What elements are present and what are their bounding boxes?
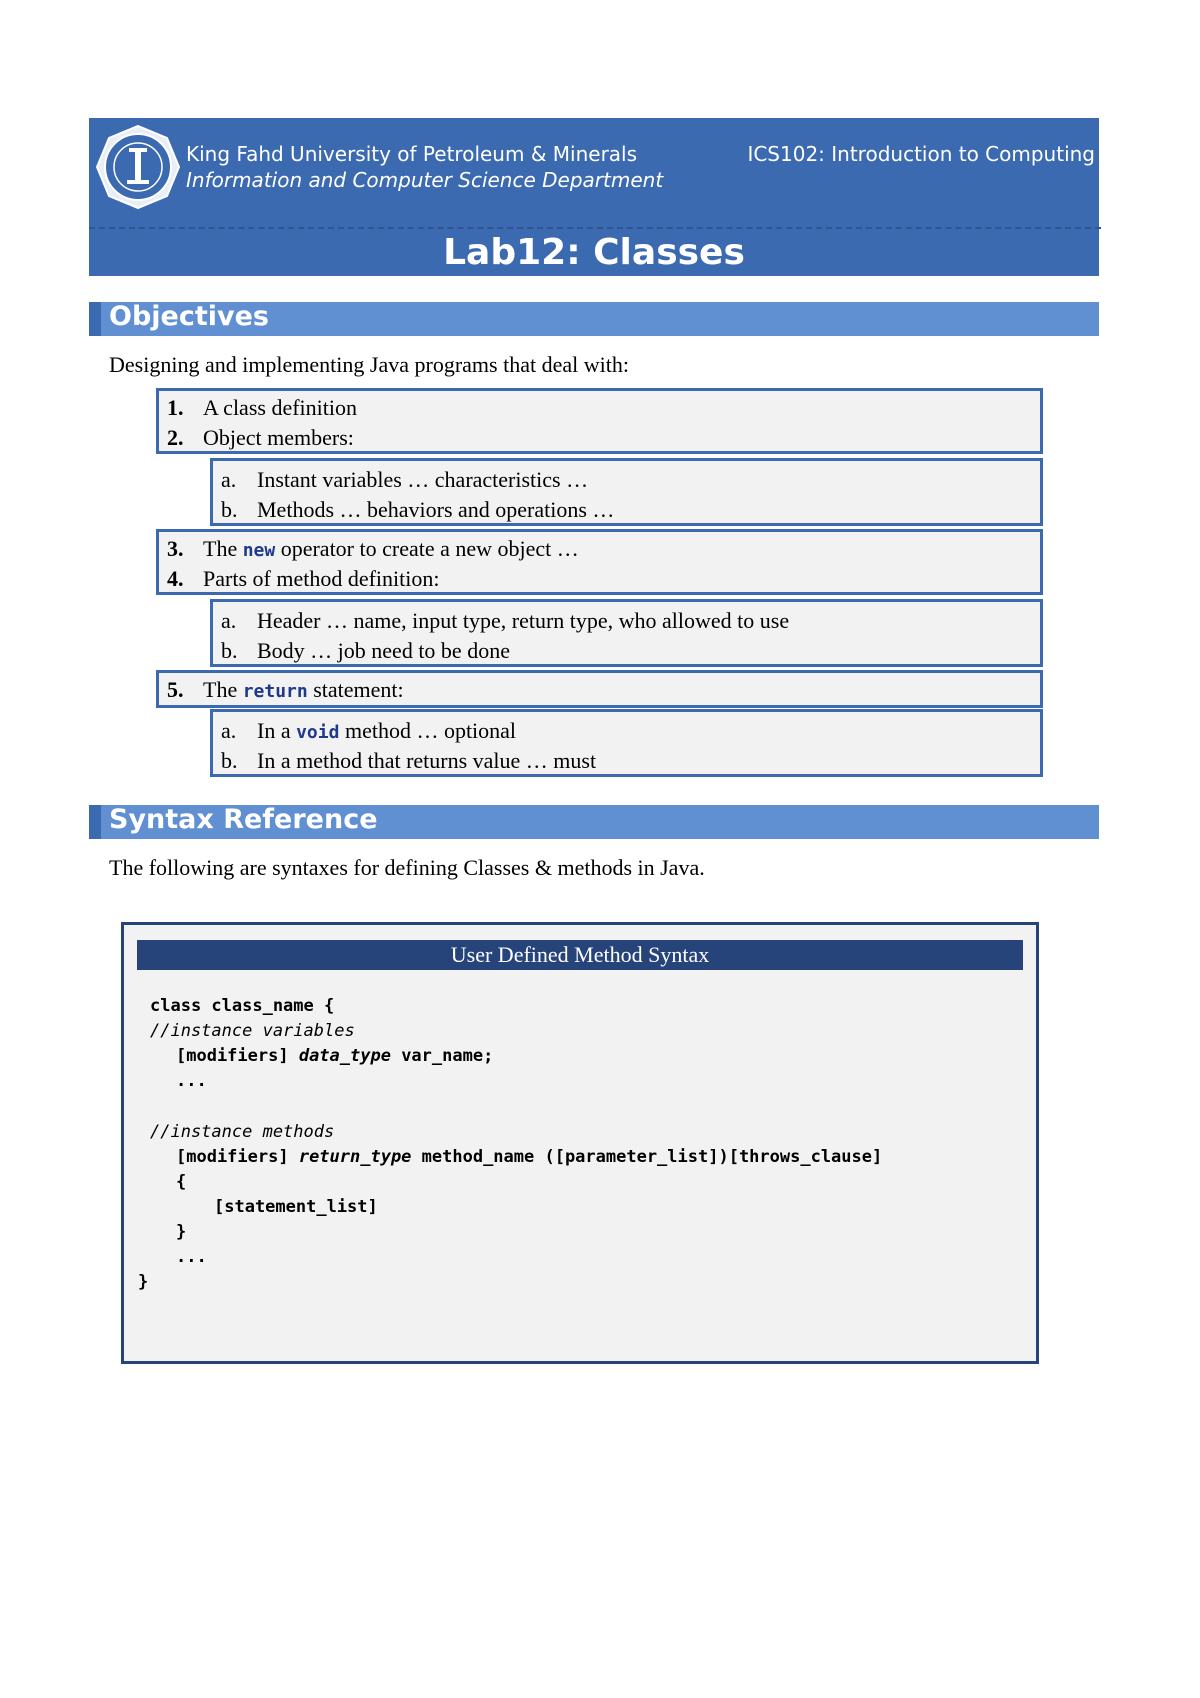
objectives-intro: Designing and implementing Java programs that deal with:	[109, 352, 629, 377]
objectives-box-3	[156, 670, 1043, 708]
code-line: ...	[176, 1071, 207, 1091]
course-name: ICS102: Introduction to Computing	[747, 142, 1095, 166]
code-line: [modifiers] data_type var_name;	[176, 1046, 494, 1066]
list-item: b. Methods … behaviors and operations …	[221, 497, 615, 522]
objectives-box-1	[156, 388, 1043, 454]
java-keyword: return	[242, 681, 308, 702]
list-item: a. In a void method … optional	[221, 718, 517, 743]
code-line: {	[176, 1172, 187, 1192]
university-seal-logo	[95, 124, 181, 210]
java-keyword: void	[296, 722, 340, 743]
java-keyword: new	[242, 540, 276, 561]
list-item: 3. The new operator to create a new object …	[167, 536, 579, 561]
objectives-heading: Objectives	[109, 301, 269, 332]
list-item: a. Header … name, input type, return type, who allowed to use	[221, 608, 790, 633]
page-title: Lab12: Classes	[443, 232, 745, 273]
objectives-subbox-3	[210, 709, 1043, 777]
department-name: Information and Computer Science Department	[186, 168, 664, 192]
syntax-code-box	[121, 922, 1039, 1364]
syntax-box-title: User Defined Method Syntax	[137, 940, 1023, 970]
objectives-subbox-1	[210, 458, 1043, 526]
header-divider	[89, 227, 1101, 229]
objectives-subbox-2	[210, 599, 1043, 667]
syntax-heading-bar	[89, 805, 1099, 839]
objectives-box-2	[156, 529, 1043, 595]
list-item: 2. Object members:	[167, 425, 354, 450]
syntax-heading: Syntax Reference	[109, 804, 378, 835]
code-line: }	[138, 1272, 149, 1292]
university-name: King Fahd University of Petroleum & Minerals	[186, 142, 638, 166]
code-line: }	[176, 1222, 187, 1242]
list-item: 1. A class definition	[167, 395, 357, 420]
list-item: 4. Parts of method definition:	[167, 566, 440, 591]
list-item: b. In a method that returns value … must	[221, 748, 597, 773]
list-item: 5. The return statement:	[167, 677, 404, 702]
code-line: [statement_list]	[214, 1197, 378, 1217]
document-header	[89, 118, 1099, 276]
code-line: [modifiers] return_type method_name ([parameter_list])[throws_clause]	[176, 1147, 883, 1167]
code-comment: //instance variables	[150, 1021, 355, 1041]
syntax-intro: The following are syntaxes for defining Classes & methods in Java.	[109, 855, 705, 880]
list-item: a. Instant variables … characteristics …	[221, 467, 589, 492]
list-item: b. Body … job need to be done	[221, 638, 510, 663]
code-comment: //instance methods	[150, 1122, 335, 1142]
code-line: ...	[176, 1247, 207, 1267]
objectives-heading-bar	[89, 302, 1099, 336]
code-line: class class_name {	[150, 996, 335, 1016]
